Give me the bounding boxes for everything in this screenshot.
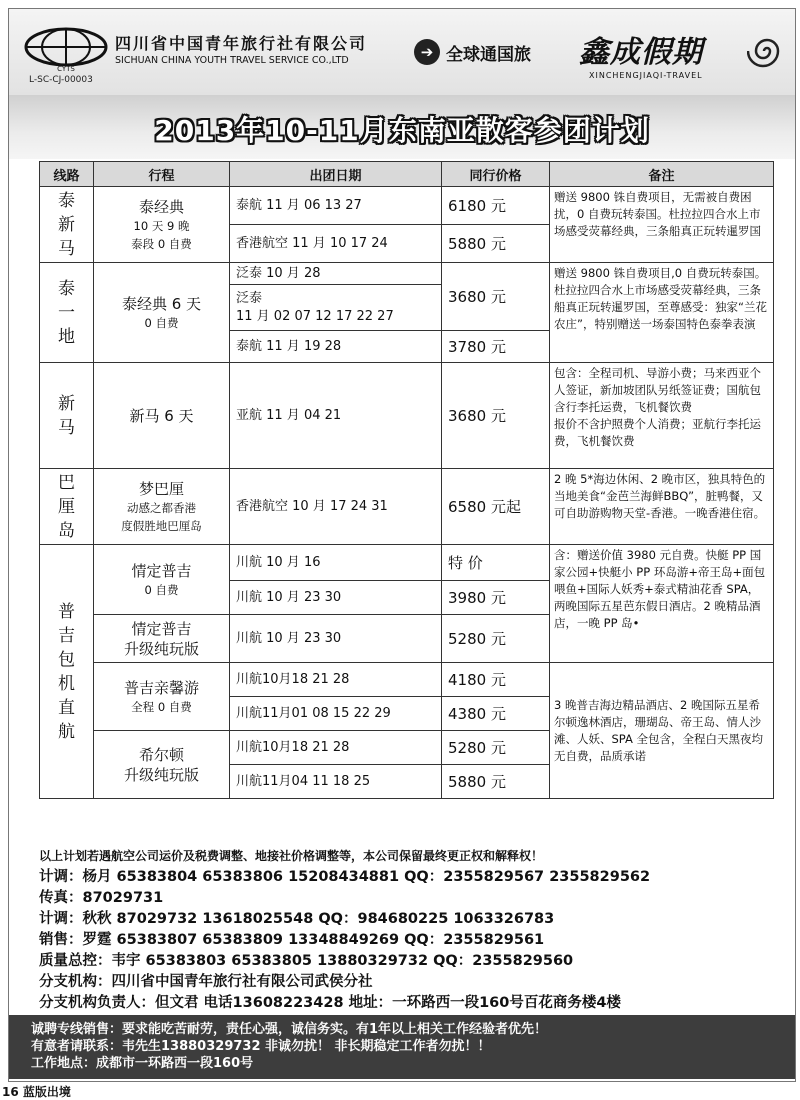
global-brand bbox=[414, 37, 531, 67]
route-cell: 新 马 bbox=[40, 363, 94, 469]
company-name-en: SICHUAN CHINA YOUTH TRAVEL SERVICE CO.,LTD bbox=[115, 55, 349, 66]
table-row bbox=[40, 363, 774, 469]
dates-cell: 川航 10 月 23 30 bbox=[230, 581, 442, 615]
itinerary-cell: 情定普吉 升级纯玩版 bbox=[94, 615, 230, 663]
dates-cell: 泰航 11 月 19 28 bbox=[230, 331, 442, 363]
route-cell: 泰 一 地 bbox=[40, 263, 94, 363]
note-cell: 3 晚普吉海边精品酒店、2 晚国际五星希尔顿逸林酒店，珊瑚岛、帝王岛、情人沙滩、人妖、SPA 全包含，全程白天黑夜均无自费，品质承诺 bbox=[550, 663, 774, 799]
route-cell: 普 吉 包 机 直 航 bbox=[40, 545, 94, 799]
dates-cell: 泛泰 10 月 28 bbox=[230, 263, 442, 285]
contacts-block bbox=[39, 867, 789, 1014]
dates-cell: 香港航空 10 月 17 24 31 bbox=[230, 469, 442, 545]
contact-line: 销售：罗霆 65383807 65383809 13348849269 QQ：2355829561 bbox=[39, 932, 545, 948]
price-cell: 5280 元 bbox=[442, 731, 550, 765]
page-title: 2013年10-11月东南亚散客参团计划 bbox=[154, 114, 650, 147]
col-header-price: 同行价格 bbox=[442, 162, 550, 187]
disclaimer: 以上计划若遇航空公司运价及税费调整、地接社价格调整等，本公司保留最终更正权和解释权！ bbox=[39, 849, 544, 863]
price-cell: 4380 元 bbox=[442, 697, 550, 731]
contact-line: 传真：87029731 bbox=[39, 890, 164, 906]
col-header-itinerary: 行程 bbox=[94, 162, 230, 187]
brand-name-cn: 鑫成假期 bbox=[579, 35, 703, 70]
itinerary-cell: 希尔顿 升级纯玩版 bbox=[94, 731, 230, 799]
itinerary-cell: 普吉亲馨游 全程 0 自费 bbox=[94, 663, 230, 731]
dates-cell: 泰航 11 月 06 13 27 bbox=[230, 187, 442, 225]
dates-cell: 川航11月01 08 15 22 29 bbox=[230, 697, 442, 731]
title-banner bbox=[9, 95, 795, 159]
col-header-dates: 出团日期 bbox=[230, 162, 442, 187]
dates-cell: 川航11月04 11 18 25 bbox=[230, 765, 442, 799]
note-cell: 包含：全程司机、导游小费；马来西亚个人签证，新加坡团队另纸签证费；国航包含行李托运费，飞机餐饮费 报价不含护照费个人消费；亚航行李托运费，飞机餐饮费 bbox=[550, 363, 774, 469]
dates-cell: 川航10月18 21 28 bbox=[230, 663, 442, 697]
dates-cell: 香港航空 11 月 10 17 24 bbox=[230, 225, 442, 263]
price-cell: 4180 元 bbox=[442, 663, 550, 697]
price-cell: 3680 元 bbox=[442, 363, 550, 469]
note-cell: 含：赠送价值 3980 元自费。快艇 PP 国家公园+快艇小 PP 环岛游+帝王岛+面包喂鱼+国际人妖秀+泰式精油花香 SPA，两晚国际五星芭东假日酒店。2 晚精品酒店，一晚 PP 岛• bbox=[550, 545, 774, 663]
price-cell: 5880 元 bbox=[442, 225, 550, 263]
recruit-line: 有意者请联系：韦先生13880329732 非诚勿扰！ 非长期稳定工作者勿扰！！ bbox=[31, 1039, 491, 1054]
route-cell: 巴 厘 岛 bbox=[40, 469, 94, 545]
table-row bbox=[40, 263, 774, 285]
price-cell: 6180 元 bbox=[442, 187, 550, 225]
recruit-line: 工作地点：成都市一环路西一段160号 bbox=[31, 1056, 254, 1071]
itinerary-cell: 新马 6 天 bbox=[94, 363, 230, 469]
price-cell: 3780 元 bbox=[442, 331, 550, 363]
col-header-route: 线路 bbox=[40, 162, 94, 187]
brand-name-en: XINCHENGJIAQI-TRAVEL bbox=[589, 71, 703, 80]
itinerary-cell: 情定普吉 0 自费 bbox=[94, 545, 230, 615]
contact-line: 计调：杨月 65383804 65383806 15208434881 QQ：2355829567 2355829562 bbox=[39, 869, 651, 885]
contact-line: 质量总控：韦宇 65383803 65383805 13880329732 QQ：2355829560 bbox=[39, 953, 574, 969]
dates-cell: 泛泰 11 月 02 07 12 17 22 27 bbox=[230, 285, 442, 331]
price-cell: 特 价 bbox=[442, 545, 550, 581]
table-row bbox=[40, 663, 774, 697]
header bbox=[9, 9, 795, 95]
itinerary-cell: 泰经典 10 天 9 晚 泰段 0 自费 bbox=[94, 187, 230, 263]
table-row bbox=[40, 187, 774, 225]
svg-text:CYTS: CYTS bbox=[57, 65, 75, 73]
dates-cell: 川航 10 月 16 bbox=[230, 545, 442, 581]
contact-line: 计调：秋秋 87029732 13618025548 QQ：984680225 1063326783 bbox=[39, 911, 555, 927]
table-row bbox=[40, 469, 774, 545]
global-brand-label: 全球通国旅 bbox=[446, 44, 531, 65]
dates-cell: 亚航 11 月 04 21 bbox=[230, 363, 442, 469]
tour-plan-table bbox=[39, 161, 774, 799]
table-row bbox=[40, 545, 774, 581]
itinerary-cell: 梦巴厘 动感之都香港 度假胜地巴厘岛 bbox=[94, 469, 230, 545]
price-cell: 5280 元 bbox=[442, 615, 550, 663]
price-cell: 5880 元 bbox=[442, 765, 550, 799]
swirl-icon bbox=[747, 27, 787, 75]
contact-line: 分支机构负责人：但文君 电话13608223428 地址：一环路西一段160号百花商务楼4楼 bbox=[39, 995, 621, 1011]
contact-line: 分支机构：四川省中国青年旅行社有限公司武侯分社 bbox=[39, 974, 373, 990]
note-cell: 2 晚 5*海边休闲、2 晚市区，独具特色的当地美食“金芭兰海鲜BBQ”，脏鸭餐，又可自助游购物天堂-香港。一晚香港住宿。 bbox=[550, 469, 774, 545]
dates-cell: 川航 10 月 23 30 bbox=[230, 615, 442, 663]
brand-logo bbox=[579, 27, 785, 87]
license-number: L-SC-CJ-00003 bbox=[29, 75, 93, 85]
col-header-notes: 备注 bbox=[550, 162, 774, 187]
flyer-page bbox=[8, 8, 796, 1082]
arrow-right-icon: ➔ bbox=[414, 39, 440, 65]
price-cell: 3680 元 bbox=[442, 263, 550, 331]
recruit-banner bbox=[9, 1015, 795, 1079]
table-header-row bbox=[40, 162, 774, 187]
recruit-line: 诚聘专线销售：要求能吃苦耐劳，责任心强，诚信务实。有1年以上相关工作经验者优先！ bbox=[31, 1022, 548, 1037]
price-cell: 6580 元起 bbox=[442, 469, 550, 545]
company-name-cn: 四川省中国青年旅行社有限公司 bbox=[115, 34, 368, 53]
globe-logo-icon bbox=[23, 25, 109, 73]
price-cell: 3980 元 bbox=[442, 581, 550, 615]
dates-cell: 川航10月18 21 28 bbox=[230, 731, 442, 765]
route-cell: 泰 新 马 bbox=[40, 187, 94, 263]
itinerary-cell: 泰经典 6 天 0 自费 bbox=[94, 263, 230, 363]
page-number: 16 蓝版出境 bbox=[2, 1085, 71, 1099]
note-cell: 赠送 9800 铢自费项目,0 自费玩转泰国。杜拉拉四合水上市场感受荧幕经典，三条船真正玩转暹罗国，至尊感受：独家“兰花农庄”，特别赠送一场泰国特色泰拳表演 bbox=[550, 263, 774, 363]
note-cell: 赠送 9800 铢自费项目，无需被自费困扰，0 自费玩转泰国。杜拉拉四合水上市场感受荧幕经典，三条船真正玩转暹罗国 bbox=[550, 187, 774, 263]
